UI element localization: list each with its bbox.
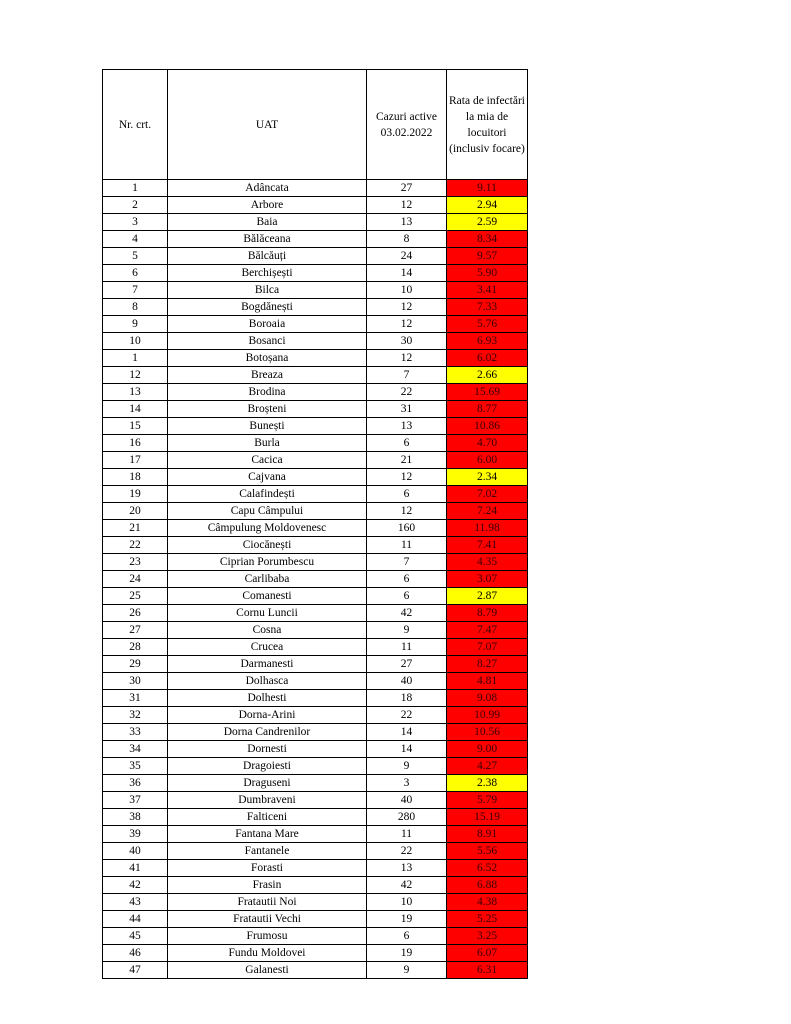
- table-row: [103, 197, 528, 214]
- cell-cases: 10: [367, 894, 447, 911]
- cell-cases: 31: [367, 401, 447, 418]
- cell-uat: Broșteni: [168, 401, 367, 418]
- cell-nr: 43: [103, 894, 168, 911]
- cell-cases: 8: [367, 231, 447, 248]
- cell-nr: 14: [103, 401, 168, 418]
- cell-nr: 33: [103, 724, 168, 741]
- cell-nr: 35: [103, 758, 168, 775]
- cell-nr: 28: [103, 639, 168, 656]
- table-row: [103, 401, 528, 418]
- cell-rate: 6.02: [447, 350, 528, 367]
- cell-cases: 280: [367, 809, 447, 826]
- cell-nr: 27: [103, 622, 168, 639]
- cell-uat: Cajvana: [168, 469, 367, 486]
- cell-uat: Forasti: [168, 860, 367, 877]
- cell-uat: Brodina: [168, 384, 367, 401]
- cell-cases: 12: [367, 350, 447, 367]
- table-row: [103, 809, 528, 826]
- table-row: [103, 384, 528, 401]
- cell-uat: Calafindești: [168, 486, 367, 503]
- cell-uat: Carlibaba: [168, 571, 367, 588]
- cell-nr: 4: [103, 231, 168, 248]
- cell-nr: 3: [103, 214, 168, 231]
- cell-uat: Fantana Mare: [168, 826, 367, 843]
- table-row: [103, 571, 528, 588]
- table-row: [103, 588, 528, 605]
- cell-uat: Bălăceana: [168, 231, 367, 248]
- cell-nr: 42: [103, 877, 168, 894]
- cell-nr: 41: [103, 860, 168, 877]
- cell-cases: 24: [367, 248, 447, 265]
- cell-uat: Frumosu: [168, 928, 367, 945]
- cell-nr: 31: [103, 690, 168, 707]
- cell-cases: 13: [367, 214, 447, 231]
- cell-cases: 9: [367, 758, 447, 775]
- cell-uat: Bălcăuți: [168, 248, 367, 265]
- cell-uat: Dolhesti: [168, 690, 367, 707]
- cell-rate: 4.27: [447, 758, 528, 775]
- cell-cases: 30: [367, 333, 447, 350]
- cell-nr: 20: [103, 503, 168, 520]
- cell-rate: 5.76: [447, 316, 528, 333]
- table-row: [103, 503, 528, 520]
- cell-uat: Bunești: [168, 418, 367, 435]
- cell-nr: 21: [103, 520, 168, 537]
- cell-rate: 5.56: [447, 843, 528, 860]
- table-header-row: [103, 70, 528, 180]
- cell-cases: 6: [367, 928, 447, 945]
- cell-cases: 21: [367, 452, 447, 469]
- cell-nr: 47: [103, 962, 168, 979]
- cell-rate: 6.88: [447, 877, 528, 894]
- cell-uat: Falticeni: [168, 809, 367, 826]
- cell-uat: Capu Câmpului: [168, 503, 367, 520]
- cell-rate: 3.07: [447, 571, 528, 588]
- cell-rate: 15.69: [447, 384, 528, 401]
- cell-rate: 2.59: [447, 214, 528, 231]
- cell-uat: Baia: [168, 214, 367, 231]
- cell-nr: 7: [103, 282, 168, 299]
- table-row: [103, 622, 528, 639]
- cell-uat: Frasin: [168, 877, 367, 894]
- cell-rate: 10.56: [447, 724, 528, 741]
- cell-rate: 2.38: [447, 775, 528, 792]
- table-row: [103, 724, 528, 741]
- table-row: [103, 775, 528, 792]
- table-row: [103, 639, 528, 656]
- cell-rate: 8.79: [447, 605, 528, 622]
- cell-nr: 18: [103, 469, 168, 486]
- cell-nr: 16: [103, 435, 168, 452]
- cell-rate: 11.98: [447, 520, 528, 537]
- table-row: [103, 894, 528, 911]
- cell-cases: 14: [367, 265, 447, 282]
- cell-nr: 25: [103, 588, 168, 605]
- cell-cases: 10: [367, 282, 447, 299]
- cell-nr: 24: [103, 571, 168, 588]
- cell-rate: 4.81: [447, 673, 528, 690]
- cell-rate: 6.93: [447, 333, 528, 350]
- cell-rate: 7.07: [447, 639, 528, 656]
- cell-rate: 10.86: [447, 418, 528, 435]
- cell-cases: 6: [367, 571, 447, 588]
- cell-cases: 27: [367, 180, 447, 197]
- cell-uat: Dumbraveni: [168, 792, 367, 809]
- cell-nr: 1: [103, 350, 168, 367]
- cell-uat: Cosna: [168, 622, 367, 639]
- cell-uat: Berchișești: [168, 265, 367, 282]
- cell-rate: 3.25: [447, 928, 528, 945]
- cell-cases: 14: [367, 724, 447, 741]
- cell-nr: 38: [103, 809, 168, 826]
- table-row: [103, 707, 528, 724]
- cell-nr: 1: [103, 180, 168, 197]
- cell-rate: 4.70: [447, 435, 528, 452]
- table-row: [103, 792, 528, 809]
- cell-cases: 22: [367, 843, 447, 860]
- cell-nr: 9: [103, 316, 168, 333]
- cell-nr: 32: [103, 707, 168, 724]
- table-row: [103, 758, 528, 775]
- table-row: [103, 673, 528, 690]
- cell-cases: 19: [367, 911, 447, 928]
- table-row: [103, 469, 528, 486]
- cell-rate: 5.25: [447, 911, 528, 928]
- table-row: [103, 180, 528, 197]
- header-nr: Nr. crt.: [103, 70, 168, 180]
- cell-uat: Crucea: [168, 639, 367, 656]
- cell-nr: 23: [103, 554, 168, 571]
- cell-uat: Fundu Moldovei: [168, 945, 367, 962]
- cell-cases: 12: [367, 469, 447, 486]
- cell-uat: Breaza: [168, 367, 367, 384]
- cell-cases: 13: [367, 418, 447, 435]
- table-row: [103, 452, 528, 469]
- cell-nr: 36: [103, 775, 168, 792]
- table-row: [103, 554, 528, 571]
- cell-nr: 17: [103, 452, 168, 469]
- cell-uat: Dragoiesti: [168, 758, 367, 775]
- cell-cases: 42: [367, 877, 447, 894]
- cell-rate: 7.24: [447, 503, 528, 520]
- cell-cases: 11: [367, 826, 447, 843]
- cell-cases: 9: [367, 962, 447, 979]
- cell-cases: 22: [367, 707, 447, 724]
- cell-cases: 12: [367, 299, 447, 316]
- cell-uat: Cacica: [168, 452, 367, 469]
- cell-rate: 5.79: [447, 792, 528, 809]
- cell-uat: Bilca: [168, 282, 367, 299]
- cell-cases: 6: [367, 486, 447, 503]
- cell-uat: Fantanele: [168, 843, 367, 860]
- cell-rate: 6.00: [447, 452, 528, 469]
- table-row: [103, 911, 528, 928]
- cell-nr: 30: [103, 673, 168, 690]
- cell-nr: 46: [103, 945, 168, 962]
- cell-rate: 2.66: [447, 367, 528, 384]
- table-row: [103, 418, 528, 435]
- table-row: [103, 962, 528, 979]
- table-row: [103, 435, 528, 452]
- cell-cases: 9: [367, 622, 447, 639]
- cell-cases: 11: [367, 537, 447, 554]
- table-body: [103, 180, 528, 979]
- cell-nr: 5: [103, 248, 168, 265]
- cell-cases: 7: [367, 554, 447, 571]
- cell-cases: 22: [367, 384, 447, 401]
- cell-uat: Bosanci: [168, 333, 367, 350]
- cell-rate: 8.27: [447, 656, 528, 673]
- cell-rate: 9.11: [447, 180, 528, 197]
- cell-uat: Botoșana: [168, 350, 367, 367]
- cell-rate: 9.00: [447, 741, 528, 758]
- cell-nr: 37: [103, 792, 168, 809]
- table-row: [103, 265, 528, 282]
- cell-rate: 8.34: [447, 231, 528, 248]
- table-row: [103, 299, 528, 316]
- table-row: [103, 945, 528, 962]
- cell-rate: 7.47: [447, 622, 528, 639]
- table-row: [103, 877, 528, 894]
- cell-rate: 4.35: [447, 554, 528, 571]
- cell-cases: 12: [367, 316, 447, 333]
- cell-cases: 40: [367, 792, 447, 809]
- table-row: [103, 843, 528, 860]
- table-row: [103, 486, 528, 503]
- cell-uat: Bogdănești: [168, 299, 367, 316]
- cell-rate: 2.94: [447, 197, 528, 214]
- cell-nr: 44: [103, 911, 168, 928]
- cell-uat: Dorna Candrenilor: [168, 724, 367, 741]
- cell-nr: 15: [103, 418, 168, 435]
- cell-cases: 42: [367, 605, 447, 622]
- cell-rate: 6.31: [447, 962, 528, 979]
- cell-uat: Câmpulung Moldovenesc: [168, 520, 367, 537]
- cell-nr: 29: [103, 656, 168, 673]
- table-row: [103, 248, 528, 265]
- cell-cases: 11: [367, 639, 447, 656]
- cell-uat: Dolhasca: [168, 673, 367, 690]
- cell-nr: 40: [103, 843, 168, 860]
- table-row: [103, 282, 528, 299]
- table-row: [103, 656, 528, 673]
- table-row: [103, 690, 528, 707]
- cell-rate: 5.90: [447, 265, 528, 282]
- infection-rate-table: [102, 69, 528, 979]
- table-row: [103, 860, 528, 877]
- cell-nr: 8: [103, 299, 168, 316]
- cell-rate: 2.87: [447, 588, 528, 605]
- cell-nr: 2: [103, 197, 168, 214]
- cell-uat: Fratautii Noi: [168, 894, 367, 911]
- table-row: [103, 826, 528, 843]
- table-row: [103, 741, 528, 758]
- cell-cases: 13: [367, 860, 447, 877]
- cell-uat: Boroaia: [168, 316, 367, 333]
- cell-nr: 19: [103, 486, 168, 503]
- cell-cases: 7: [367, 367, 447, 384]
- cell-cases: 18: [367, 690, 447, 707]
- cell-uat: Draguseni: [168, 775, 367, 792]
- cell-rate: 4.38: [447, 894, 528, 911]
- cell-cases: 27: [367, 656, 447, 673]
- header-uat: UAT: [168, 70, 367, 180]
- cell-uat: Dornesti: [168, 741, 367, 758]
- cell-uat: Arbore: [168, 197, 367, 214]
- table-row: [103, 231, 528, 248]
- cell-nr: 45: [103, 928, 168, 945]
- cell-cases: 6: [367, 435, 447, 452]
- cell-uat: Ciocănești: [168, 537, 367, 554]
- cell-rate: 7.33: [447, 299, 528, 316]
- cell-rate: 3.41: [447, 282, 528, 299]
- cell-cases: 6: [367, 588, 447, 605]
- cell-rate: 10.99: [447, 707, 528, 724]
- cell-uat: Comanesti: [168, 588, 367, 605]
- cell-uat: Cornu Luncii: [168, 605, 367, 622]
- cell-nr: 10: [103, 333, 168, 350]
- table-row: [103, 605, 528, 622]
- cell-uat: Burla: [168, 435, 367, 452]
- cell-rate: 9.08: [447, 690, 528, 707]
- cell-rate: 8.91: [447, 826, 528, 843]
- cell-nr: 12: [103, 367, 168, 384]
- cell-cases: 14: [367, 741, 447, 758]
- cell-nr: 22: [103, 537, 168, 554]
- cell-nr: 39: [103, 826, 168, 843]
- cell-uat: Dorna-Arini: [168, 707, 367, 724]
- cell-rate: 9.57: [447, 248, 528, 265]
- cell-cases: 40: [367, 673, 447, 690]
- table-row: [103, 350, 528, 367]
- cell-cases: 3: [367, 775, 447, 792]
- table-row: [103, 316, 528, 333]
- cell-uat: Fratautii Vechi: [168, 911, 367, 928]
- table-row: [103, 928, 528, 945]
- cell-nr: 26: [103, 605, 168, 622]
- cell-rate: 7.41: [447, 537, 528, 554]
- cell-cases: 12: [367, 197, 447, 214]
- table-row: [103, 520, 528, 537]
- header-cases: Cazuri active 03.02.2022: [367, 70, 447, 180]
- cell-nr: 13: [103, 384, 168, 401]
- cell-rate: 6.07: [447, 945, 528, 962]
- table-row: [103, 333, 528, 350]
- cell-uat: Galanesti: [168, 962, 367, 979]
- cell-rate: 6.52: [447, 860, 528, 877]
- cell-uat: Ciprian Porumbescu: [168, 554, 367, 571]
- cell-nr: 34: [103, 741, 168, 758]
- cell-rate: 7.02: [447, 486, 528, 503]
- cell-uat: Adâncata: [168, 180, 367, 197]
- cell-uat: Darmanesti: [168, 656, 367, 673]
- table-row: [103, 214, 528, 231]
- cell-cases: 160: [367, 520, 447, 537]
- cell-cases: 19: [367, 945, 447, 962]
- cell-rate: 2.34: [447, 469, 528, 486]
- table-row: [103, 537, 528, 554]
- table-row: [103, 367, 528, 384]
- header-rate: Rata de infectări la mia de locuitori (inclusiv focare): [447, 70, 528, 180]
- cell-cases: 12: [367, 503, 447, 520]
- cell-rate: 8.77: [447, 401, 528, 418]
- cell-rate: 15.19: [447, 809, 528, 826]
- cell-nr: 6: [103, 265, 168, 282]
